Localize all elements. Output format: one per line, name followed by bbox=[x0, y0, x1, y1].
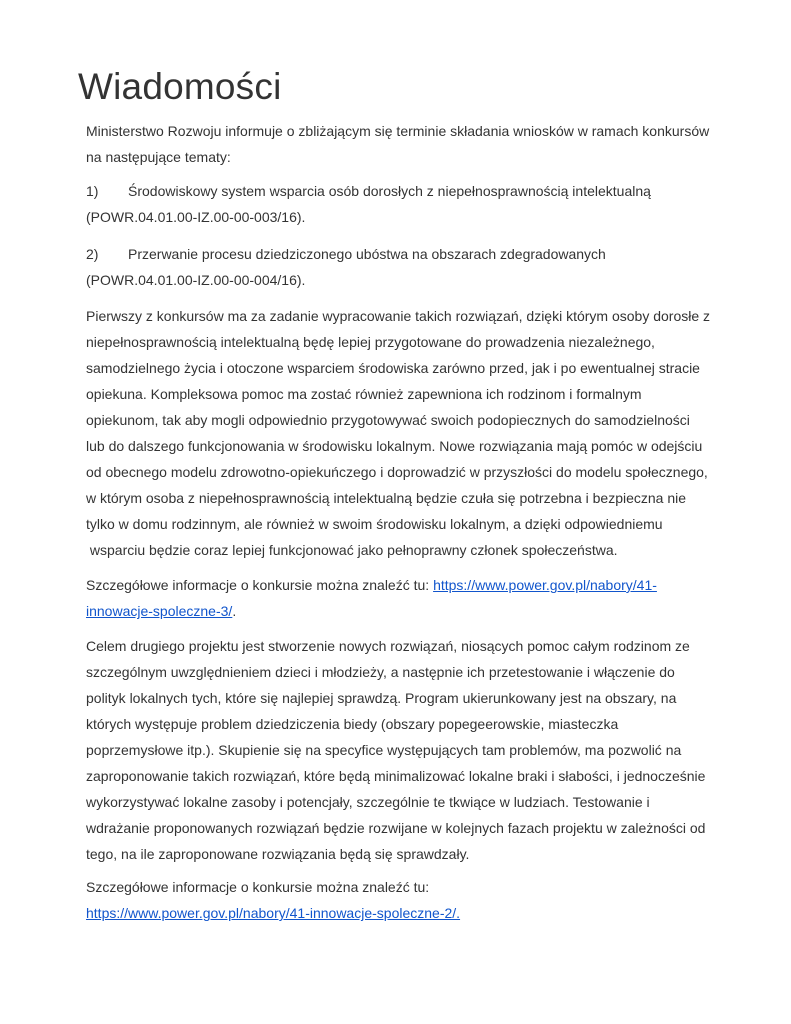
paragraph-line: poprzemysłowe itp.). Skupienie się na specyfice występujących tam problemów, ma pozwolić na bbox=[86, 742, 682, 758]
paragraph-line: opiekuna. Kompleksowa pomoc ma zostać również zapewniona ich rodzinom i formalnym bbox=[86, 386, 642, 402]
paragraph-first-contest bbox=[86, 303, 726, 563]
list-item-code: (POWR.04.01.00-IZ.00-00-004/16). bbox=[86, 272, 306, 288]
paragraph-line: samodzielnego życia i otoczone wsparciem środowiska zarówno przed, jak i po ewentualnej stracie bbox=[86, 360, 700, 376]
paragraph-line: których występuje problem dziedziczenia biedy (obszary popegeerowskie, miasteczka bbox=[86, 716, 619, 732]
link-innowacje-spoleczne-2[interactable]: https://www.power.gov.pl/nabory/41-innowacje-spoleczne-2/. bbox=[86, 905, 461, 921]
paragraph-line: szczególnym uwzględnieniem dzieci i młodzieży, a następnie ich przetestowanie i włączenie do bbox=[86, 664, 675, 680]
info-text: Szczegółowe informacje o konkursie można znaleźć tu: bbox=[86, 577, 434, 593]
info-text: Szczegółowe informacje o konkursie można znaleźć tu: bbox=[86, 879, 430, 895]
info-first-contest bbox=[86, 572, 726, 624]
link-innowacje-spoleczne-3-continued[interactable]: innowacje-spoleczne-3/ bbox=[86, 603, 233, 619]
intro-line: na następujące tematy: bbox=[86, 149, 231, 165]
paragraph-line: od obecnego modelu zdrowotno-opiekuńczego i doprowadzić w przyszłości do modelu społecznego, bbox=[86, 464, 708, 480]
paragraph-line: tylko w domu rodzinnym, ale również w swoim środowisku lokalnym, a dzięki odpowiedniemu bbox=[86, 516, 663, 532]
paragraph-line: wdrażanie proponowanych rozwiązań będzie rozwijane w kolejnych fazach projektu w zależności od bbox=[86, 820, 706, 836]
info-suffix: . bbox=[232, 603, 237, 619]
paragraph-line: opiekunom, tak aby mogli odpowiednio przygotowywać swoich podopiecznych do samodzielności bbox=[86, 412, 690, 428]
paragraph-line: Pierwszy z konkursów ma za zadanie wypracowanie takich rozwiązań, dzięki którym osoby dorosłe z bbox=[86, 308, 711, 324]
paragraph-line: wsparciu będzie coraz lepiej funkcjonować jako pełnoprawny członek społeczeństwa. bbox=[86, 542, 618, 558]
list-item-2 bbox=[86, 241, 726, 293]
list-item-title: Przerwanie procesu dziedziczonego ubóstwa na obszarach zdegradowanych bbox=[128, 246, 606, 262]
list-item-code: (POWR.04.01.00-IZ.00-00-003/16). bbox=[86, 209, 306, 225]
paragraph-line: lub do dalszego funkcjonowania w środowisku lokalnym. Nowe rozwiązania mają pomóc w odejściu bbox=[86, 438, 703, 454]
paragraph-line: wykorzystywać lokalne zasoby i potencjały, szczególnie te tkwiące w ludziach. Testowanie i bbox=[86, 794, 650, 810]
intro-line: Ministerstwo Rozwoju informuje o zbliżającym się terminie składania wniosków w ramach konkursów bbox=[86, 123, 710, 139]
intro-paragraph bbox=[86, 118, 726, 170]
paragraph-line: niepełnosprawnością intelektualną będę lepiej przygotowane do prowadzenia niezależnego, bbox=[86, 334, 655, 350]
paragraph-line: zaproponowanie takich rozwiązań, które będą minimalizować lokalne braki i słabości, i jednocześnie bbox=[86, 768, 706, 784]
list-item-1 bbox=[86, 178, 726, 230]
list-item-title: Środowiskowy system wsparcia osób dorosłych z niepełnosprawnością intelektualną bbox=[128, 183, 651, 199]
paragraph-line: Celem drugiego projektu jest stworzenie nowych rozwiązań, niosących pomoc całym rodzinom ze bbox=[86, 638, 690, 654]
paragraph-line: polityk lokalnych tych, które się najlepiej sprawdzą. Program ukierunkowany jest na obszary, na bbox=[86, 690, 677, 706]
page-title: Wiadomości bbox=[78, 66, 282, 107]
list-item-number: 1) bbox=[86, 183, 99, 199]
list-item-number: 2) bbox=[86, 246, 99, 262]
info-second-project bbox=[86, 874, 726, 926]
link-innowacje-spoleczne-3[interactable]: https://www.power.gov.pl/nabory/41- bbox=[433, 577, 657, 593]
paragraph-line: tego, na ile zaproponowane rozwiązania będą się sprawdzały. bbox=[86, 846, 470, 862]
paragraph-line: w którym osoba z niepełnosprawnością intelektualną będzie czuła się potrzebna i bezpieczna nie bbox=[86, 490, 687, 506]
paragraph-second-project bbox=[86, 633, 726, 867]
